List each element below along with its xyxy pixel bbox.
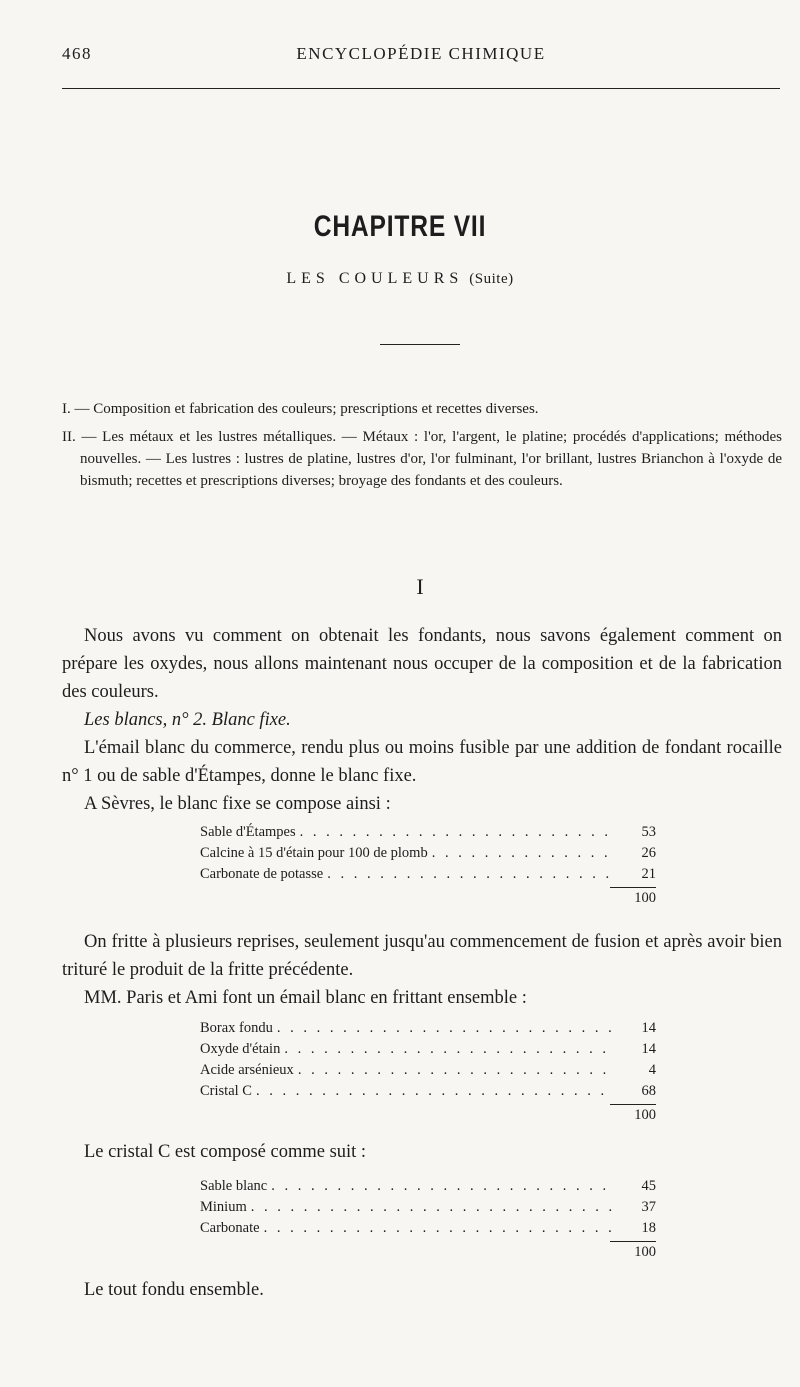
header-rule xyxy=(62,88,780,89)
ingredient-label: Sable d'Étampes xyxy=(200,824,296,840)
ingredient-value: 68 xyxy=(641,1083,656,1099)
table-row xyxy=(200,864,656,885)
paragraph: Nous avons vu comment on obtenait les fondants, nous savons également comment on prépare les oxydes, nous allons maintenant nous occuper de la composition et de la fabrication des couleurs. xyxy=(62,626,782,702)
table-row xyxy=(200,1018,656,1039)
ingredient-label: Calcine à 15 d'étain pour 100 de plomb xyxy=(200,845,428,861)
ingredient-value: 45 xyxy=(641,1178,656,1194)
body-block-4 xyxy=(62,1276,782,1304)
ingredient-label: Borax fondu xyxy=(200,1020,273,1036)
paragraph: Le tout fondu ensemble. xyxy=(84,1280,264,1300)
table-row xyxy=(200,1197,656,1218)
ingredient-value: 14 xyxy=(641,1041,656,1057)
page-number: 468 xyxy=(62,44,92,63)
recipe-table-cristal-c xyxy=(200,1176,656,1263)
ingredient-label: Cristal C xyxy=(200,1083,252,1099)
paragraph: A Sèvres, le blanc fixe se compose ainsi : xyxy=(84,794,391,814)
recipe-table-paris-ami xyxy=(200,1018,656,1126)
table-row xyxy=(200,1081,656,1102)
chapter-title: CHAPITRE VII xyxy=(313,210,487,243)
chapter-rule xyxy=(380,344,460,345)
paragraph: On fritte à plusieurs reprises, seulement jusqu'au commencement de fusion et après avoir bien trituré le produit de la fritte précédente. xyxy=(62,932,782,980)
running-title: ENCYCLOPÉDIE CHIMIQUE xyxy=(296,44,546,63)
chapter-subtitle-suffix: (Suite) xyxy=(469,271,514,287)
ingredient-label: Oxyde d'étain xyxy=(200,1041,281,1057)
section-number: I xyxy=(416,574,424,599)
ingredient-label: Carbonate de potasse xyxy=(200,866,324,882)
ingredient-label: Carbonate xyxy=(200,1220,260,1236)
ingredient-value: 18 xyxy=(641,1220,656,1236)
body-block-1 xyxy=(62,622,782,818)
table-row xyxy=(200,843,656,864)
paragraph: MM. Paris et Ami font un émail blanc en frittant ensemble : xyxy=(84,988,527,1008)
table-total: 100 xyxy=(634,1244,656,1260)
table-row xyxy=(200,1060,656,1081)
ingredient-value: 4 xyxy=(648,1062,656,1078)
ingredient-label: Sable blanc xyxy=(200,1178,268,1194)
table-row xyxy=(200,1176,656,1197)
table-total: 100 xyxy=(634,1107,656,1123)
ingredient-label: Minium xyxy=(200,1199,247,1215)
ingredient-label: Acide arsénieux xyxy=(200,1062,294,1078)
chapter-subtitle-text: LES COULEURS xyxy=(286,270,464,287)
running-header xyxy=(62,44,780,70)
body-block-3 xyxy=(62,1138,782,1166)
ingredient-value: 53 xyxy=(641,824,656,840)
table-row xyxy=(200,1218,656,1239)
chapter-subtitle xyxy=(0,270,800,288)
ingredient-value: 14 xyxy=(641,1020,656,1036)
ingredient-value: 26 xyxy=(641,845,656,861)
body-block-2 xyxy=(62,928,782,1012)
table-row xyxy=(200,1039,656,1060)
summary-item: II. — Les métaux et les lustres métalliques. — Métaux : l'or, l'argent, le platine; procédés d'applications; méthodes nouvelles. — Les lustres : lustres de platine, lustres d'or, l'or fulminant, l'or brillant, lustres Brianchon à l'oxyde de bismuth; recettes et prescriptions diverses; broyage des fondants et des couleurs. xyxy=(62,429,782,489)
paragraph: Le cristal C est composé comme suit : xyxy=(84,1142,367,1162)
paragraph: L'émail blanc du commerce, rendu plus ou moins fusible par une addition de fondant rocaille n° 1 ou de sable d'Étampes, donne le blanc fixe. xyxy=(62,738,782,786)
paragraph-heading: Les blancs, n° 2. Blanc fixe. xyxy=(84,710,291,730)
recipe-table-sevres xyxy=(200,822,656,909)
table-row xyxy=(200,822,656,843)
chapter-summary xyxy=(62,398,782,498)
ingredient-value: 37 xyxy=(641,1199,656,1215)
ingredient-value: 21 xyxy=(641,866,656,882)
table-total: 100 xyxy=(634,890,656,906)
summary-item: I. — Composition et fabrication des couleurs; prescriptions et recettes diverses. xyxy=(62,401,539,417)
